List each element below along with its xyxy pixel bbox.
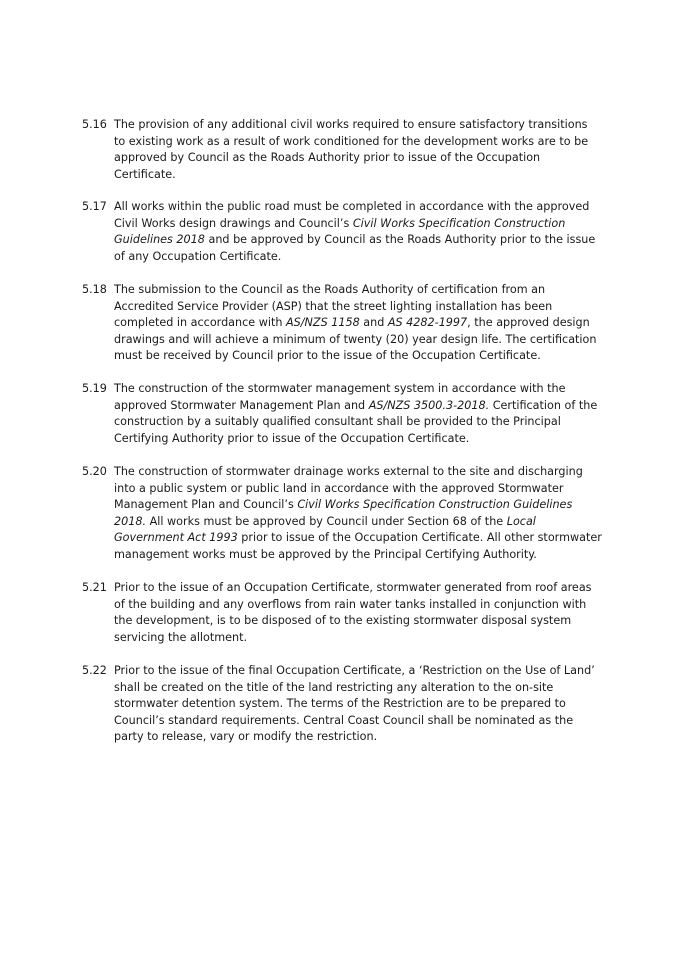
clause-5-22 xyxy=(82,663,602,746)
clause-text: The construction of the stormwater management system in accordance with the approved Stormwater Management Plan and AS/NZS 3500.3-2018. Certification of the construction by a suitably qualified consultant shall be provided to the Principal Certifying Authority prior to issue of the Occupation Certificate. xyxy=(114,382,598,445)
clause-number: 5.19 xyxy=(82,382,107,395)
clause-text: The provision of any additional civil works required to ensure satisfactory transitions to existing work as a result of work conditioned for the development works are to be approved by Council as the Roads Authority prior to issue of the Occupation Certificate. xyxy=(114,118,589,181)
clause-number: 5.20 xyxy=(82,465,107,478)
clause-number: 5.16 xyxy=(82,118,107,131)
clause-5-17 xyxy=(82,199,602,265)
clause-text: Prior to the issue of an Occupation Certificate, stormwater generated from roof areas of the building and any overflows from rain water tanks installed in conjunction with the development, is to be disposed of to the existing stormwater disposal system servicing the allotment. xyxy=(114,581,592,644)
clause-5-20 xyxy=(82,464,602,564)
clause-text: The submission to the Council as the Roads Authority of certification from an Accredited Service Provider (ASP) that the street lighting installation has been completed in accordance with AS/NZS 1158 and AS 4282-1997, the approved design drawings and will achieve a minimum of twenty (20) year design life. The certification must be received by Council prior to the issue of the Occupation Certificate. xyxy=(114,283,597,363)
clause-text: All works within the public road must be completed in accordance with the approved Civil Works design drawings and Council’s Civil Works Specification Construction Guidelines 2018 and be approved by Council as the Roads Authority prior to the issue of any Occupation Certificate. xyxy=(114,200,596,263)
clause-number: 5.22 xyxy=(82,664,107,677)
clause-text: The construction of stormwater drainage works external to the site and discharging into a public system or public land in accordance with the approved Stormwater Management Plan and Council’s Civil Works Specification Construction Guidelines 2018. All works must be approved by Council under Section 68 of the Local Government Act 1993 prior to issue of the Occupation Certificate. All other stormwater management works must be approved by the Principal Certifying Authority. xyxy=(114,465,602,561)
clause-number: 5.21 xyxy=(82,581,107,594)
clause-text: Prior to the issue of the final Occupation Certificate, a ‘Restriction on the Use of Land’ shall be created on the title of the land restricting any alteration to the on-site stormwater detention system. The terms of the Restriction are to be prepared to Council’s standard requirements. Central Coast Council shall be nominated as the party to release, vary or modify the restriction. xyxy=(114,664,595,744)
clause-5-21 xyxy=(82,580,602,646)
clause-5-18 xyxy=(82,282,602,365)
clause-number: 5.18 xyxy=(82,283,107,296)
clause-5-19 xyxy=(82,381,602,447)
clause-5-16 xyxy=(82,117,602,183)
clause-number: 5.17 xyxy=(82,200,107,213)
